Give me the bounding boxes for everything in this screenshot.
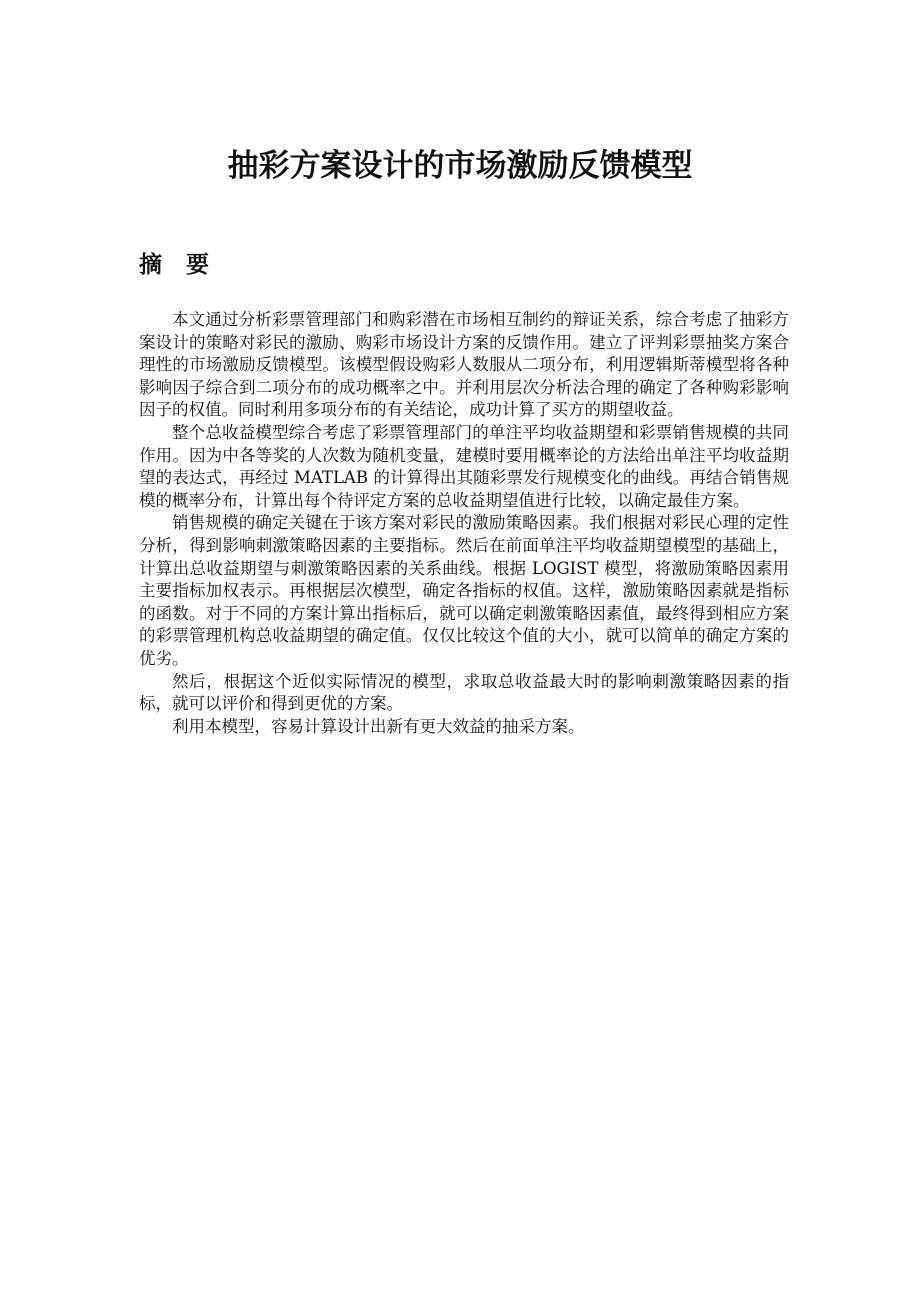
abstract-paragraph-2: 整个总收益模型综合考虑了彩票管理部门的单注平均收益期望和彩票销售规模的共同作用。因为中各等奖的人次数为随机变量，建模时要用概率论的方法给出单注平均收益期望的表达式，再经过 MATLAB 的计算得出其随彩票发行规模变化的曲线。再结合销售规模的概率分布，计算出每个待评定方案的总收益期望值进行比较，以确定最佳方案。 [139, 422, 789, 510]
abstract-paragraph-5: 利用本模型，容易计算设计出新有更大效益的抽采方案。 [172, 716, 585, 736]
abstract-heading: 摘 要 [139, 251, 218, 278]
abstract-paragraph-4: 然后，根据这个近似实际情况的模型，求取总收益最大时的影响刺激策略因素的指标，就可以评价和得到更优的方案。 [139, 671, 789, 714]
abstract-paragraph-1: 本文通过分析彩票管理部门和购彩潜在市场相互制约的辩证关系，综合考虑了抽彩方案设计的策略对彩民的激励、购彩市场设计方案的反馈作用。建立了评判彩票抽奖方案合理性的市场激励反馈模型。该模型假设购彩人数服从二项分布，利用逻辑斯蒂模型将各种影响因子综合到二项分布的成功概率之中。并利用层次分析法合理的确定了各种购彩影响因子的权值。同时利用多项分布的有关结论，成功计算了买方的期望收益。 [139, 310, 789, 420]
paper-title: 抽彩方案设计的市场激励反馈模型 [227, 148, 693, 184]
abstract-body [139, 309, 789, 738]
abstract-paragraph-3: 销售规模的确定关键在于该方案对彩民的激励策略因素。我们根据对彩民心理的定性分析，得到影响刺激策略因素的主要指标。然后在前面单注平均收益期望模型的基础上，计算出总收益期望与刺激策略因素的关系曲线。根据 LOGIST 模型，将激励策略因素用主要指标加权表示。再根据层次模型，确定各指标的权值。这样，激励策略因素就是指标的函数。对于不同的方案计算出指标后，就可以确定刺激策略因素值，最终得到相应方案的彩票管理机构总收益期望的确定值。仅仅比较这个值的大小，就可以简单的确定方案的优劣。 [139, 513, 789, 668]
